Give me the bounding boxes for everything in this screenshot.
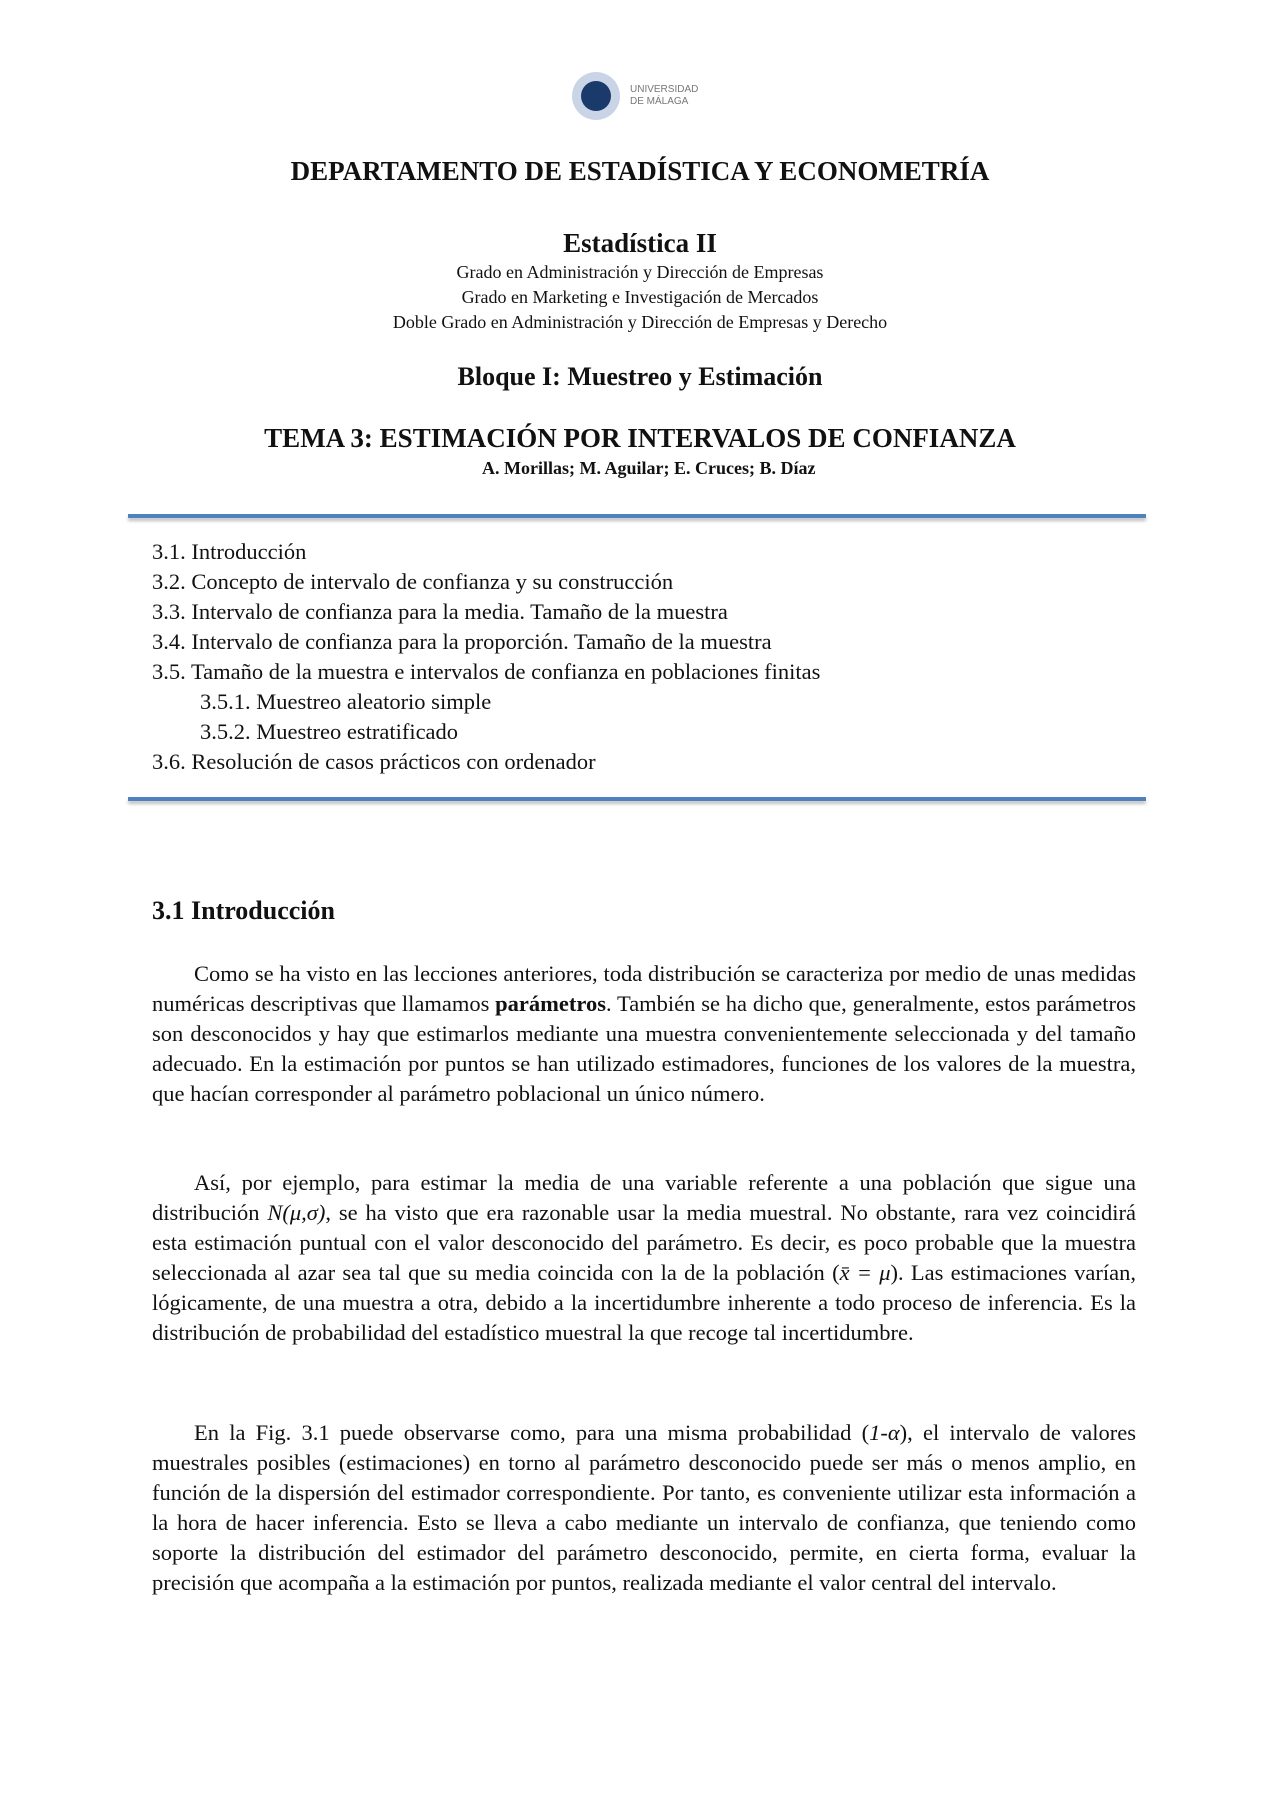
authors: A. Morillas; M. Aguilar; E. Cruces; B. Díaz [482, 458, 816, 478]
degree-line: Grado en Administración y Dirección de Empresas [456, 262, 824, 282]
table-of-contents [152, 537, 820, 777]
math-expression: N(μ,σ) [267, 1200, 326, 1225]
divider-bottom [128, 797, 1146, 801]
text: ), el intervalo de valores muestrales posibles (estimaciones) en torno al parámetro desconocido puede ser más o menos amplio, en función de la dispersión del estimador correspondiente. Por tanto, es conveniente utilizar esta información a la hora de hacer inferencia. Esto se lleva a cabo mediante un intervalo de confianza, que teniendo como soporte la distribución del estimador del parámetro desconocido, permite, en cierta forma, evaluar la precisión que acompaña a la estimación por puntos, realizada mediante el valor central del intervalo. [152, 1420, 1136, 1595]
department-title: DEPARTAMENTO DE ESTADÍSTICA Y ECONOMETRÍA [290, 156, 990, 186]
toc-item: 3.6. Resolución de casos prácticos con ordenador [152, 749, 596, 774]
toc-subitem: 3.5.2. Muestreo estratificado [200, 719, 459, 744]
text: En la Fig. 3.1 puede observarse como, para una misma probabilidad ( [194, 1420, 870, 1445]
paragraph-3 [152, 1418, 1136, 1598]
toc-item: 3.2. Concepto de intervalo de confianza y su construcción [152, 569, 674, 594]
toc-item: 3.1. Introducción [152, 539, 307, 564]
block-title: Bloque I: Muestreo y Estimación [457, 362, 823, 391]
toc-subitem: 3.5.1. Muestreo aleatorio simple [200, 689, 492, 714]
divider-top [128, 514, 1146, 518]
text: . También se ha dicho que, generalmente, estos parámetros son desconocidos y hay que estimarlos mediante una muestra convenientemente seleccionada y del tamaño adecuado. En la estimación por puntos se han utilizado estimadores, funciones de los valores de la muestra, que hacían corresponder al parámetro poblacional un único número. [152, 991, 1136, 1106]
paragraph-2 [152, 1168, 1136, 1348]
university-seal-icon [572, 72, 620, 120]
logo-line-1: UNIVERSIDAD [630, 84, 699, 95]
degree-line: Grado en Marketing e Investigación de Mercados [461, 287, 819, 307]
section-heading: 3.1 Introducción [152, 896, 335, 925]
toc-item: 3.3. Intervalo de confianza para la media. Tamaño de la muestra [152, 599, 728, 624]
text: Como se ha visto en las lecciones anteriores, toda distribución se caracteriza por medio de unas medidas numéricas descriptivas que llamamos [152, 961, 1136, 1016]
math-expression: 1-α [869, 1420, 900, 1445]
topic-title: TEMA 3: ESTIMACIÓN POR INTERVALOS DE CONFIANZA [264, 423, 1016, 453]
math-expression: x̄ = μ [839, 1260, 891, 1285]
text: Así, por ejemplo, para estimar la media de una variable referente a una población que sigue una distribución [152, 1170, 1136, 1225]
toc-item: 3.5. Tamaño de la muestra e intervalos de confianza en poblaciones finitas [152, 659, 821, 684]
course-title: Estadística II [563, 228, 717, 258]
paragraph-1 [152, 959, 1136, 1109]
university-logo [572, 72, 698, 120]
logo-line-2: DE MÁLAGA [630, 96, 689, 107]
text: ). Las estimaciones varían, lógicamente, de una muestra a otra, debido a la incertidumbre inherente a todo proceso de inferencia. Es la distribución de probabilidad del estadístico muestral la que recoge tal incertidumbre. [152, 1260, 1136, 1345]
toc-item: 3.4. Intervalo de confianza para la proporción. Tamaño de la muestra [152, 629, 772, 654]
bold-term: parámetros [495, 991, 606, 1016]
degree-line: Doble Grado en Administración y Dirección de Empresas y Derecho [392, 312, 888, 332]
text: , se ha visto que era razonable usar la media muestral. No obstante, rara vez coincidirá esta estimación puntual con el valor desconocido del parámetro. Es decir, es poco probable que la muestra seleccionada al azar sea tal que su media coincida con la de la población ( [152, 1200, 1136, 1285]
